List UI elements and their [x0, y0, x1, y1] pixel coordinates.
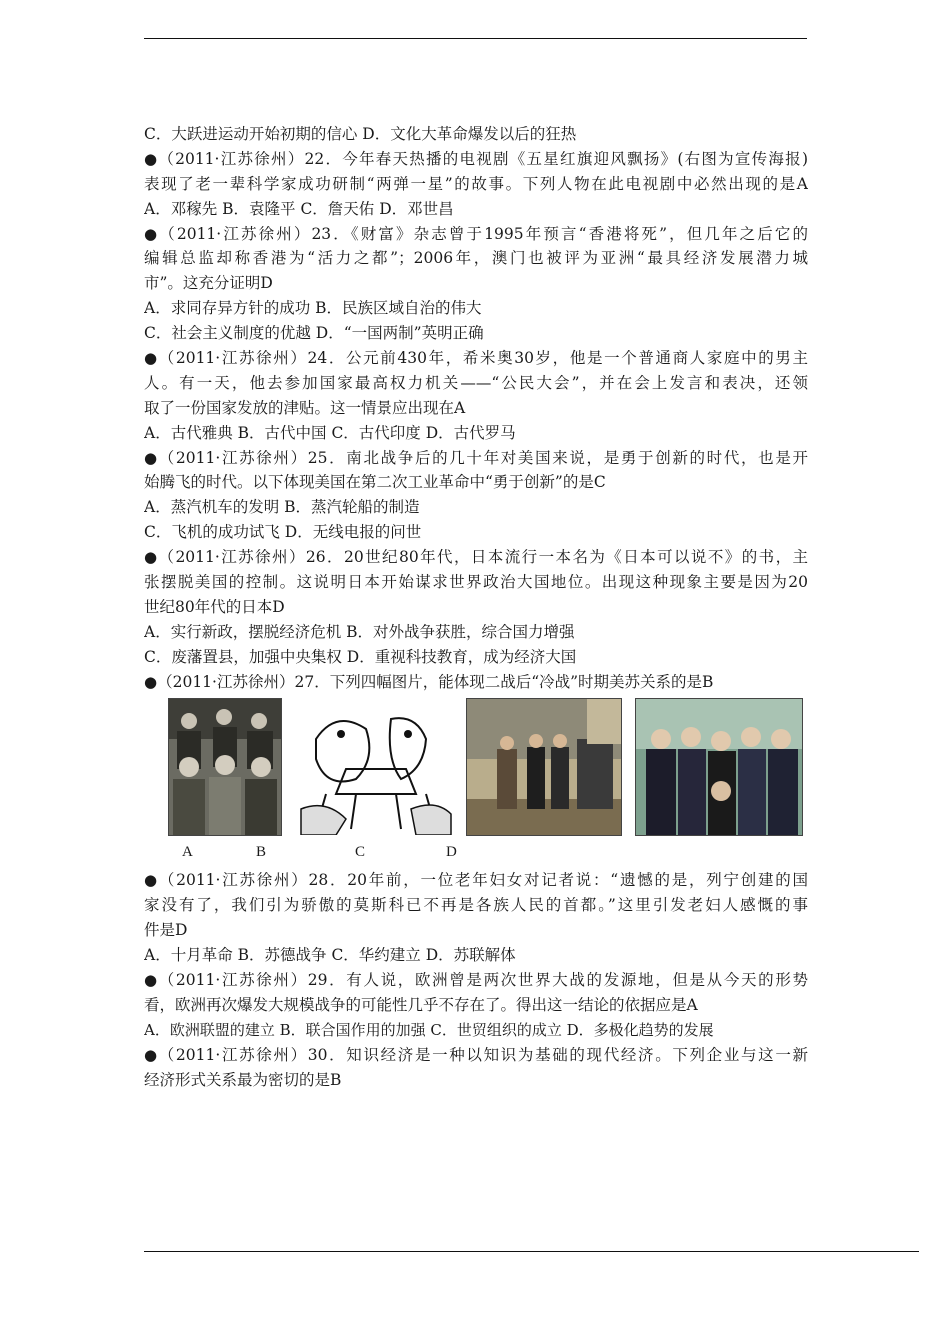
picture-label-a: A: [182, 844, 193, 861]
text-line: 张摆脱美国的控制。这说明日本开始谋求世界政治大国地位。出现这种现象主要是因为20: [144, 573, 808, 592]
picture-label-d: D: [446, 844, 457, 861]
text-line: 看，欧洲再次爆发大规模战争的可能性几乎不存在了。得出这一结论的依据应是A: [144, 995, 698, 1014]
bullet: ●: [144, 224, 160, 243]
bullet: ●: [144, 971, 159, 990]
bullet: ●: [144, 672, 158, 691]
options-line: A．邓稼先 B．袁隆平 C．詹天佑 D．邓世昌: [144, 199, 454, 218]
text-line: 取了一份国家发放的津贴。这一情景应出现在A: [144, 398, 466, 417]
options-line: A．欧洲联盟的建立 B．联合国作用的加强 C．世贸组织的成立 D．多极化趋势的发展: [144, 1020, 714, 1039]
question-23-line: ●（2011·江苏徐州）23．《财富》杂志曾于1995年预言“香港将死”，但几年之后它的: [144, 224, 808, 243]
bullet: ●: [144, 548, 159, 567]
question-text: [144, 122, 808, 1093]
bullet: ●: [144, 349, 159, 368]
photo-d: [635, 698, 803, 836]
picture-label-b: B: [256, 844, 267, 861]
footer-rule: [144, 1251, 919, 1252]
text-line: 始腾飞的时代。以下体现美国在第二次工业革命中“勇于创新”的是C: [144, 473, 606, 492]
text-line: C．大跃进运动开始初期的信心 D．文化大革命爆发以后的狂热: [144, 125, 577, 143]
bullet: ●: [144, 448, 159, 467]
options-line: A．十月革命 B．苏德战争 C．华约建立 D．苏联解体: [144, 946, 516, 965]
question-24-line: ●（2011·江苏徐州）24．公元前430年，希米奥30岁，他是一个普通商人家庭中的男主: [144, 349, 808, 368]
picture-row: [144, 694, 808, 868]
photo-a: [168, 698, 282, 836]
options-line: C．社会主义制度的优越 D．“一国两制”英明正确: [144, 324, 484, 343]
text-line: 人。有一天，他去参加国家最高权力机关——“公民大会”，并在会上发言和表决，还领: [144, 373, 808, 392]
text-line: 市”。这充分证明D: [144, 274, 273, 293]
header-rule: [144, 38, 807, 39]
question-29-line: ●（2011·江苏徐州）29．有人说，欧洲曾是两次世界大战的发源地，但是从今天的形势: [144, 971, 808, 990]
question-22-line: ●（2011·江苏徐州）22．今年春天热播的电视剧《五星红旗迎风飘扬》(右图为宣传海报): [144, 149, 808, 168]
question-27-line: ●（2011·江苏徐州）27．下列四幅图片，能体现二战后“冷战”时期美苏关系的是B: [144, 672, 714, 691]
text-line: 表现了老一辈科学家成功研制“两弹一星”的故事。下列人物在此电视剧中必然出现的是A: [144, 174, 808, 193]
text-line: 家没有了，我们引为骄傲的莫斯科已不再是各族人民的首都。”这里引发老妇人感慨的事: [144, 896, 808, 915]
options-line: A．古代雅典 B．古代中国 C．古代印度 D．古代罗马: [144, 423, 516, 442]
text-line: 经济形式关系最为密切的是B: [144, 1070, 342, 1089]
bullet: ●: [144, 871, 159, 890]
options-line: C．飞机的成功试飞 D．无线电报的问世: [144, 523, 422, 542]
options-line: A．求同存异方针的成功 B．民族区域自治的伟大: [144, 299, 482, 318]
options-line: C．废藩置县，加强中央集权 D．重视科技教育，成为经济大国: [144, 647, 577, 666]
text-line: 编辑总监却称香港为“活力之都”；2006年，澳门也被评为亚洲“最具经济发展潜力城: [144, 249, 808, 268]
question-28-line: ●（2011·江苏徐州）28．20年前，一位老年妇女对记者说：“遗憾的是，列宁创建的国: [144, 871, 808, 890]
options-line: A．实行新政，摆脱经济危机 B．对外战争获胜，综合国力增强: [144, 622, 575, 641]
question-30-line: ●（2011·江苏徐州）30．知识经济是一种以知识为基础的现代经济。下列企业与这一新: [144, 1045, 808, 1064]
photo-c: [466, 698, 622, 836]
text-line: 件是D: [144, 921, 188, 940]
question-26-line: ●（2011·江苏徐州）26．20世纪80年代，日本流行一本名为《日本可以说不》的书，主: [144, 548, 808, 567]
cartoon-b: [295, 698, 454, 836]
options-line: A．蒸汽机车的发明 B．蒸汽轮船的制造: [144, 498, 420, 517]
text-line: 世纪80年代的日本D: [144, 597, 285, 616]
question-25-line: ●（2011·江苏徐州）25．南北战争后的几十年对美国来说，是勇于创新的时代，也是开: [144, 448, 808, 467]
bullet: ●: [144, 149, 159, 168]
picture-label-c: C: [355, 844, 366, 861]
bullet: ●: [144, 1045, 159, 1064]
